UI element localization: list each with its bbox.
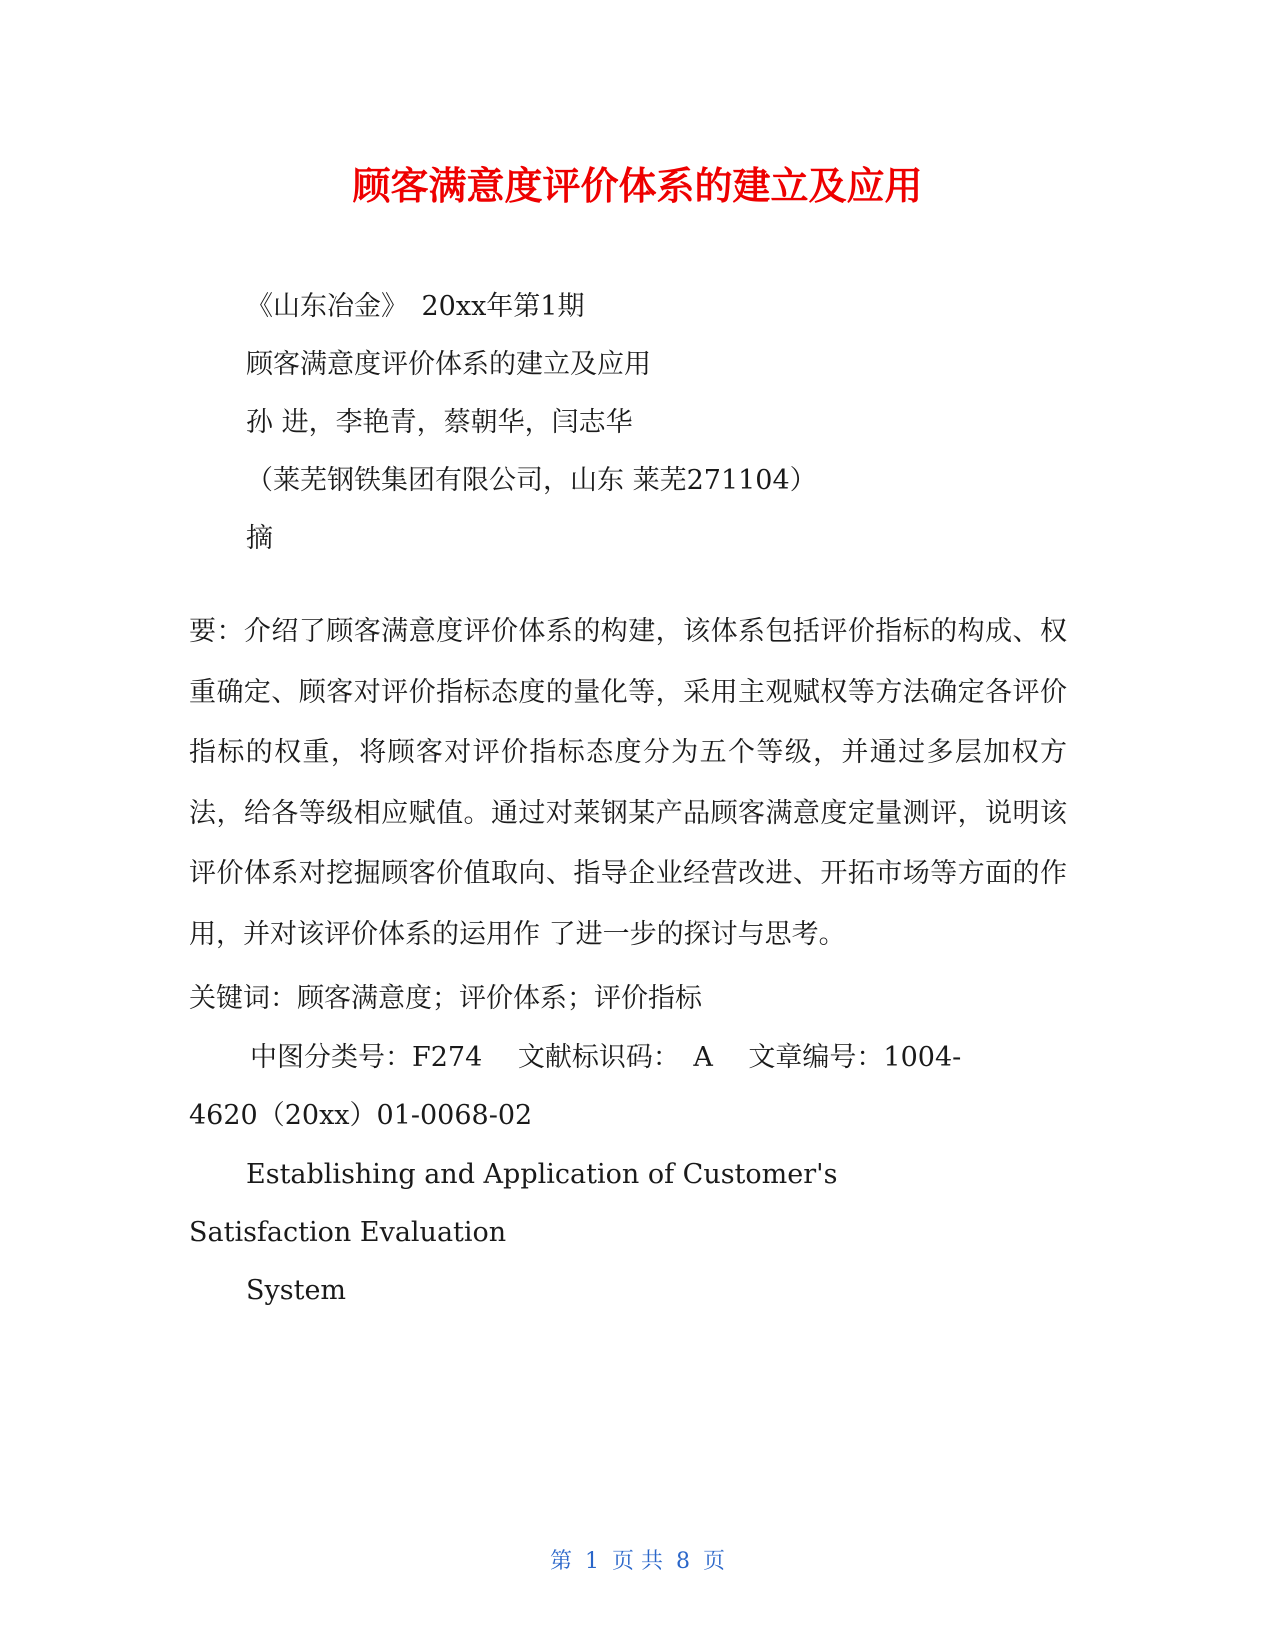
abstract-label: 摘: [246, 523, 273, 554]
keywords-line: 关键词：顾客满意度；评价体系；评价指标: [189, 983, 702, 1014]
footer-prefix: 第: [549, 1549, 572, 1574]
affiliation-line: （莱芜钢铁集团有限公司，山东 莱芜271104）: [246, 465, 817, 496]
authors-line: 孙 进，李艳青，蔡朝华，闫志华: [246, 407, 633, 438]
article-subtitle: 顾客满意度评价体系的建立及应用: [246, 349, 651, 380]
classification-line-1: 中图分类号：F274 文献标识码： A 文章编号：1004-: [250, 1042, 962, 1073]
abstract-text: 要：介绍了顾客满意度评价体系的构建，该体系包括评价指标的构成、权重确定、顾客对评价指标态度的量化等，采用主观赋权等方法确定各评价指标的权重，将顾客对评价指标态度分为五个等级，并通过多层加权方法，给各等级相应赋值。通过对莱钢某产品顾客满意度定量测评，说明该评价体系对挖掘顾客价值取向、指导企业经营改进、开拓市场等方面的作用，并对该评价体系的运用作 了进一步的探讨与思考。: [189, 616, 1067, 950]
footer-suffix: 页: [703, 1549, 726, 1574]
classification-line-2: 4620（20xx）01-0068-02: [189, 1100, 533, 1131]
page-footer: [0, 1547, 1275, 1577]
footer-mid: 页 共: [612, 1549, 663, 1574]
english-title-line-3: System: [246, 1275, 347, 1306]
footer-page-total: 8: [676, 1549, 690, 1574]
english-title-line-2: Satisfaction Evaluation: [189, 1217, 507, 1248]
document-title: 顾客满意度评价体系的建立及应用: [352, 164, 923, 208]
journal-line: 《山东冶金》 20xx年第1期: [246, 291, 585, 322]
footer-page-current: 1: [585, 1549, 599, 1574]
english-title-line-1: Establishing and Application of Customer's: [246, 1159, 838, 1190]
